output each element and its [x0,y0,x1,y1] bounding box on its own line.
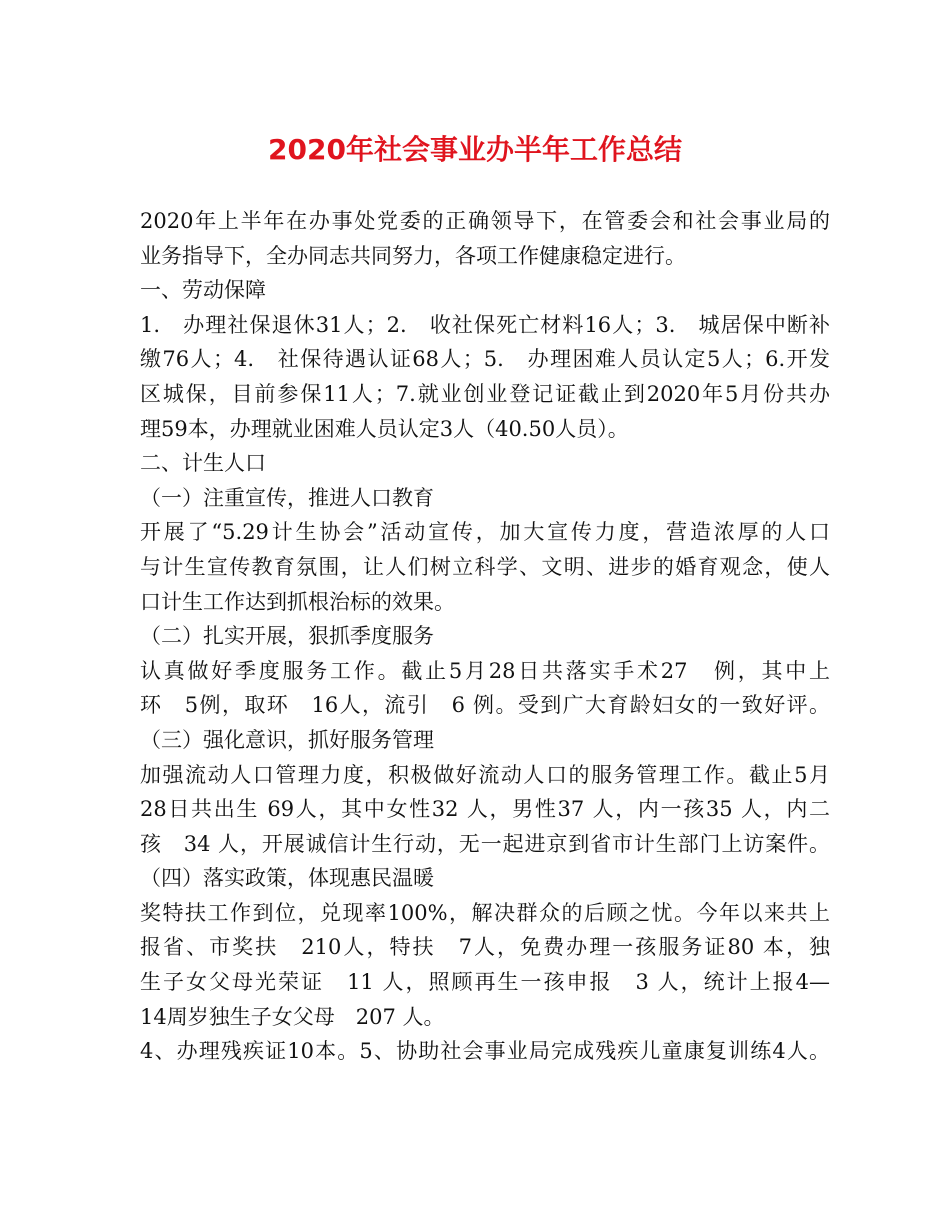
body-line: 开展了“5.29计生协会”活动宣传，加大宣传力度，营造浓厚的人口 [140,520,830,545]
body-line: 区城保，目前参保11人；7.就业创业登记证截止到2020年5月份共办 [140,381,830,406]
subsection-heading: （四）落实政策，体现惠民温暖 [140,866,434,891]
subsection-heading: （二）扎实开展，狠抓季度服务 [140,624,434,649]
subsection-heading: （三）强化意识，抓好服务管理 [140,727,434,752]
body-line: 生子女父母光荣证 11 人，照顾再生一孩申报 3 人，统计上报4— [140,970,830,995]
section-heading: 一、劳动保障 [140,278,266,303]
body-line: 业务指导下，全办同志共同努力，各项工作健康稳定进行。 [140,243,686,268]
body-line: 环 5例，取环 16人，流引 6 例。受到广大育龄妇女的一致好评。 [140,693,830,718]
section-heading: 二、计生人口 [140,451,266,476]
body-line: 4、办理残疾证10本。5、协助社会事业局完成残疾儿童康复训练4人。 [140,1039,830,1064]
body-line: 缴76人；4. 社保待遇认证68人；5. 办理困难人员认定5人；6.开发 [140,347,830,372]
body-line: 14周岁独生子女父母 207 人。 [140,1004,445,1029]
body-line: 奖特扶工作到位，兑现率100%，解决群众的后顾之忧。今年以来共上 [140,900,830,925]
body-line: 理59本，办理就业困难人员认定3人（40.50人员）。 [140,416,629,441]
body-line: 孩 34 人，开展诚信计生行动，无一起进京到省市计生部门上访案件。 [140,831,830,856]
body-line: 与计生宣传教育氛围，让人们树立科学、文明、进步的婚育观念，使人 [140,554,830,579]
body-line: 28日共出生 69人，其中女性32 人，男性37 人，内一孩35 人，内二 [140,797,830,822]
body-line: 1. 办理社保退休31人；2. 收社保死亡材料16人；3. 城居保中断补 [140,312,830,337]
body-line: 2020年上半年在办事处党委的正确领导下，在管委会和社会事业局的 [140,209,830,233]
document-body [140,204,830,1069]
body-line: 报省、市奖扶 210人，特扶 7人，免费办理一孩服务证80 本，独 [140,935,830,960]
subsection-heading: （一）注重宣传，推进人口教育 [140,485,434,510]
body-line: 认真做好季度服务工作。截止5月28日共落实手术27 例，其中上 [140,658,830,683]
body-line: 口计生工作达到抓根治标的效果。 [140,589,455,614]
body-line: 加强流动人口管理力度，积极做好流动人口的服务管理工作。截止5月 [140,762,830,787]
document-title: 2020年社会事业办半年工作总结 [268,133,682,166]
